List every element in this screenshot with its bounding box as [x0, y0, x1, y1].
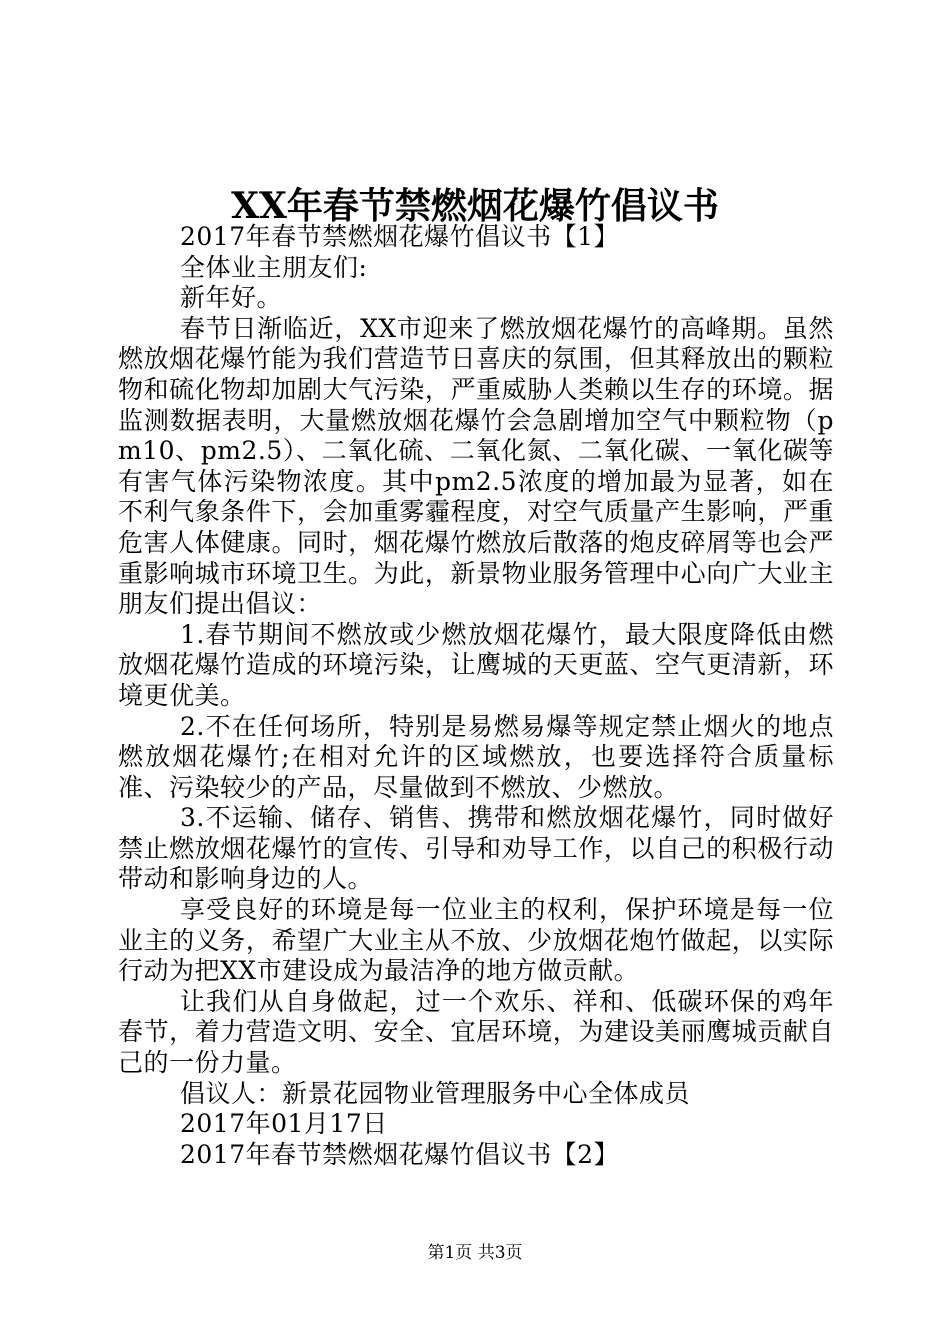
body-paragraph: 春节日渐临近，XX市迎来了燃放烟花爆竹的高峰期。虽然燃放烟花爆竹能为我们营造节日喜庆的氛围，但其释放出的颗粒物和硫化物却加剧大气污染，严重威胁人类赖以生存的环境。据监测数据表明，大量燃放烟花爆竹会急剧增加空气中颗粒物（pm10、pm2.5）、二氧化硫、二氧化氮、二氧化碳、一氧化碳等有害气体污染物浓度。其中pm2.5浓度的增加最为显著，如在不利气象条件下，会加重雾霾程度，对空气质量产生影响，严重危害人体健康。同时，烟花爆竹燃放后散落的炮皮碎屑等也会严重影响城市环境卫生。为此，新景物业服务管理中心向广大业主朋友们提出倡议：	[118, 313, 834, 619]
page-footer: 第1页 共3页	[427, 1243, 523, 1263]
body-paragraph: 让我们从自身做起，过一个欢乐、祥和、低碳环保的鸡年春节，着力营造文明、安全、宜居环境，为建设美丽鹰城贡献自己的一份力量。	[118, 986, 834, 1078]
proposal-item-2: 2.不在任何场所，特别是易燃易爆等规定禁止烟火的地点燃放烟花爆竹;在相对允许的区域燃放，也要选择符合质量标准、污染较少的产品，尽量做到不燃放、少燃放。	[118, 711, 834, 802]
document-title: XX年春节禁燃烟花爆竹倡议书	[231, 185, 719, 227]
document-date: 2017年01月17日	[180, 1109, 388, 1139]
proposal-item-1: 1.春节期间不燃放或少燃放烟花爆竹，最大限度降低由燃放烟花爆竹造成的环境污染，让鹰城的天更蓝、空气更清新，环境更优美。	[118, 619, 834, 710]
greeting: 新年好。	[180, 283, 283, 313]
signatory: 倡议人：新景花园物业管理服务中心全体成员	[180, 1078, 691, 1108]
document-body	[118, 222, 834, 1170]
section-heading-1: 2017年春节禁燃烟花爆竹倡议书【1】	[180, 222, 620, 251]
body-paragraph: 享受良好的环境是每一位业主的权利，保护环境是每一位业主的义务，希望广大业主从不放、少放烟花炮竹做起，以实际行动为把XX市建设成为最洁净的地方做贡献。	[118, 895, 834, 986]
proposal-item-3: 3.不运输、储存、销售、携带和燃放烟花爆竹，同时做好禁止燃放烟花爆竹的宣传、引导和劝导工作，以自己的积极行动带动和影响身边的人。	[118, 803, 834, 894]
section-heading-2: 2017年春节禁燃烟花爆竹倡议书【2】	[180, 1139, 620, 1169]
salutation: 全体业主朋友们:	[180, 252, 368, 282]
